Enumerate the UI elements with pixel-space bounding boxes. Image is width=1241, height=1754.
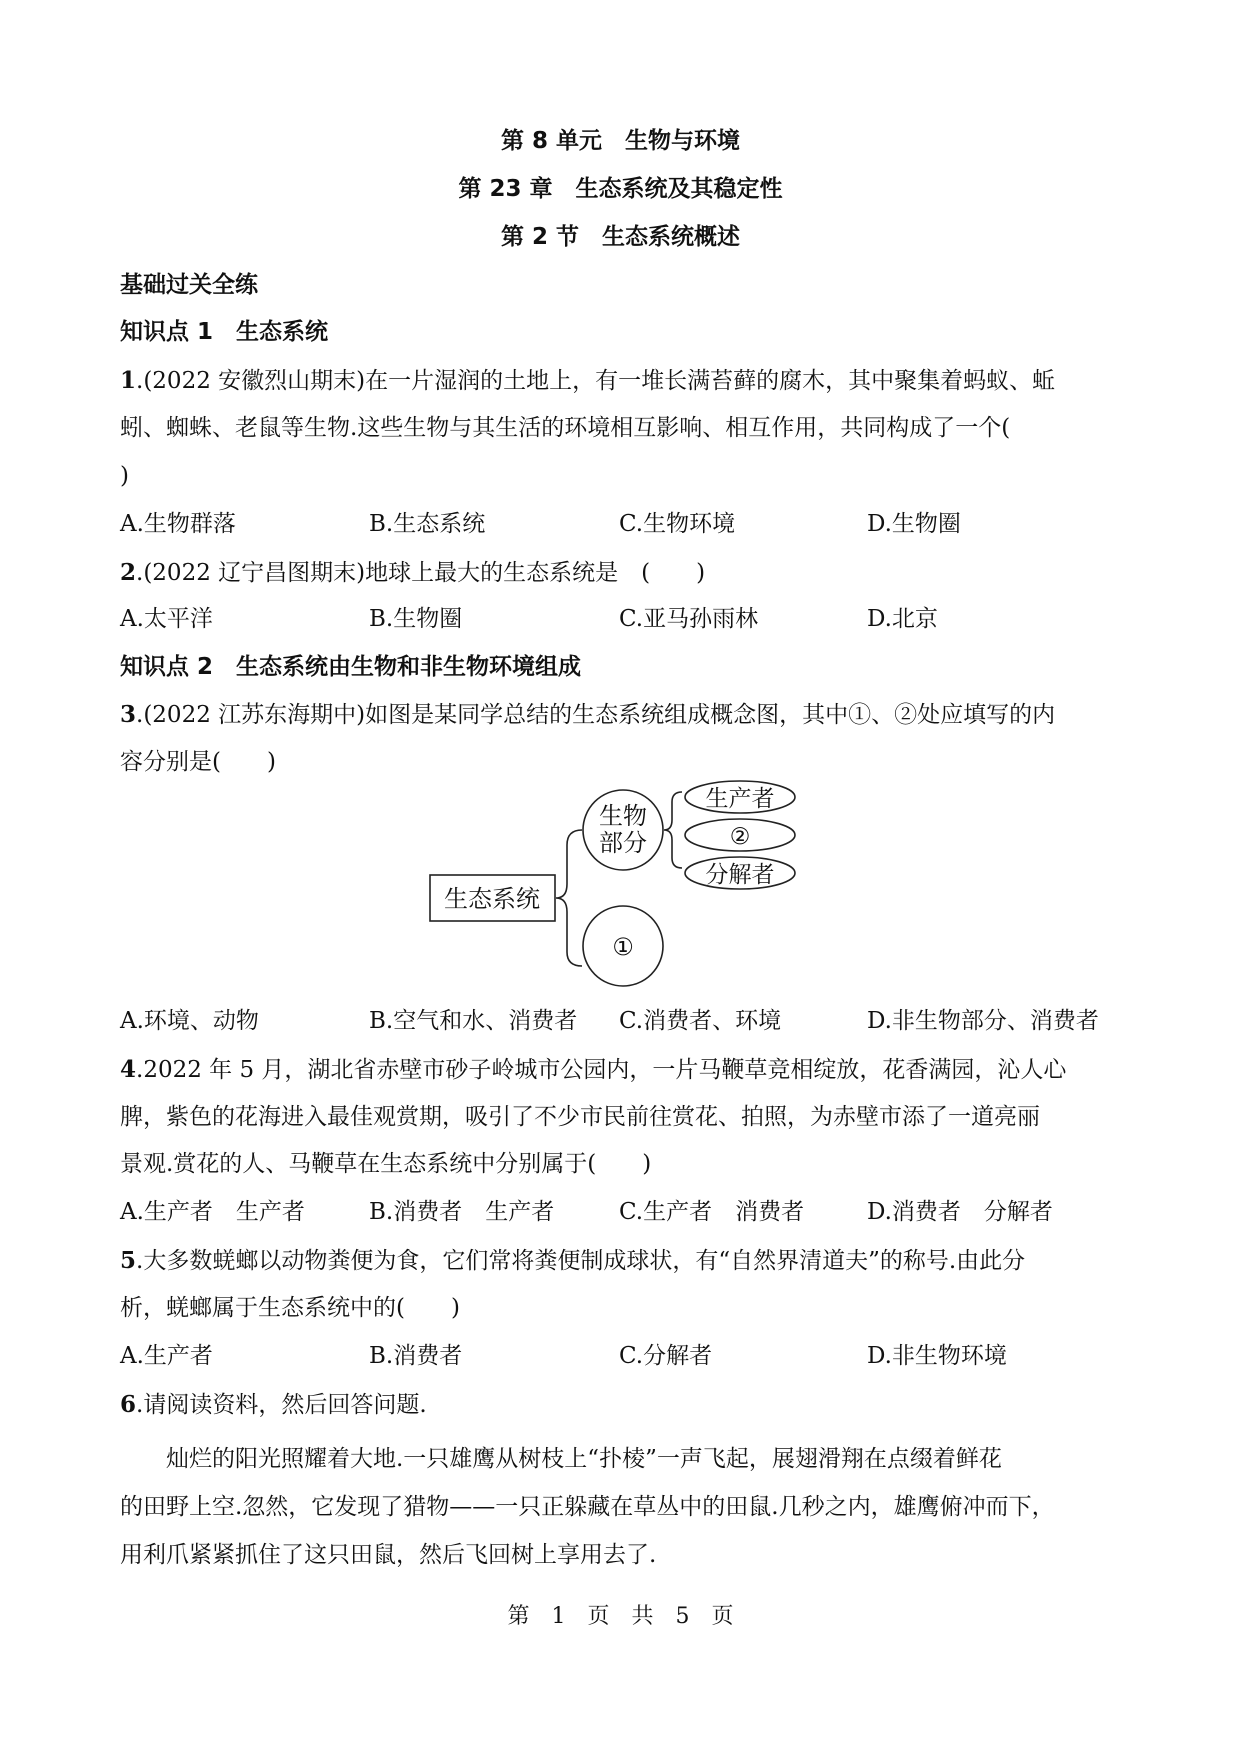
blank-1-label: ① — [612, 933, 634, 961]
question-text: .大多数蜣螂以动物粪便为食，它们常将粪便制成球状，有“自然界清道夫”的称号.由此分 — [136, 1248, 1026, 1274]
root-label: 生态系统 — [444, 885, 540, 913]
ecosystem-concept-diagram — [420, 780, 820, 990]
question-3-line-2: 容分别是( ) — [120, 749, 276, 775]
question-3-line-1 — [120, 703, 1055, 727]
question-4-line-2: 脾，紫色的花海进入最佳观赏期，吸引了不少市民前往赏花、拍照，为赤壁市添了一道亮丽 — [120, 1104, 1040, 1130]
question-text: .2022 年 5 月，湖北省赤壁市砂子岭城市公园内，一片马鞭草竞相绽放，花香满园，沁人心 — [136, 1057, 1067, 1083]
passage-line-2: 的田野上空.忽然，它发现了猎物——一只正躲藏在草丛中的田鼠.几秒之内，雄鹰俯冲而下， — [120, 1494, 1055, 1520]
q3-option-a: A.环境、动物 — [120, 1008, 259, 1034]
q2-option-c: C.亚马孙雨林 — [619, 606, 759, 632]
question-number: 2 — [120, 559, 137, 586]
q1-option-d: D.生物圈 — [867, 511, 961, 537]
q2-option-d: D.北京 — [867, 606, 938, 632]
producer-label: 生产者 — [705, 786, 775, 812]
passage-line-1: 灿烂的阳光照耀着大地.一只雄鹰从树枝上“扑棱”一声飞起，展翅滑翔在点缀着鲜花 — [166, 1446, 1002, 1472]
q3-option-b: B.空气和水、消费者 — [369, 1008, 578, 1034]
q2-option-a: A.太平洋 — [120, 606, 213, 632]
part-heading: 基础过关全练 — [120, 272, 258, 298]
section-title: 第 2 节 生态系统概述 — [500, 224, 741, 250]
decomposer-label: 分解者 — [705, 862, 775, 888]
blank-2-label: ② — [729, 824, 751, 850]
q5-option-b: B.消费者 — [369, 1343, 463, 1369]
question-number: 4 — [120, 1056, 137, 1083]
question-text: .(2022 辽宁昌图期末)地球上最大的生态系统是 ( ) — [136, 560, 706, 586]
q5-option-d: D.非生物环境 — [867, 1343, 1007, 1369]
question-number: 1 — [120, 367, 137, 394]
bio-part-label-2: 部分 — [599, 829, 647, 857]
q5-option-a: A.生产者 — [120, 1343, 213, 1369]
q3-option-d: D.非生物部分、消费者 — [867, 1008, 1099, 1034]
q4-option-c: C.生产者 消费者 — [619, 1199, 805, 1225]
question-text: .请阅读资料，然后回答问题. — [136, 1392, 427, 1418]
question-text: .(2022 安徽烈山期末)在一片湿润的土地上，有一堆长满苔藓的腐木，其中聚集着蚂蚁、蚯 — [136, 368, 1056, 394]
question-5-line-1 — [120, 1249, 1025, 1273]
q4-option-a: A.生产者 生产者 — [120, 1199, 305, 1225]
question-number: 6 — [120, 1391, 137, 1418]
root-brace — [556, 830, 582, 966]
page-footer: 第 1 页 共 5 页 — [507, 1604, 734, 1629]
question-1-line-3: ) — [120, 463, 129, 489]
q1-option-c: C.生物环境 — [619, 511, 736, 537]
q2-option-b: B.生物圈 — [369, 606, 463, 632]
knowledge-point-2: 知识点 2 生态系统由生物和非生物环境组成 — [120, 654, 582, 680]
question-text: .(2022 江苏东海期中)如图是某同学总结的生态系统组成概念图，其中①、②处应填写的内 — [136, 702, 1056, 728]
bio-part-label-1: 生物 — [599, 802, 647, 830]
q5-option-c: C.分解者 — [619, 1343, 713, 1369]
q1-option-a: A.生物群落 — [120, 511, 236, 537]
question-5-line-2: 析，蜣螂属于生态系统中的( ) — [120, 1295, 460, 1321]
unit-title: 第 8 单元 生物与环境 — [500, 128, 741, 154]
bio-brace — [664, 792, 682, 868]
question-2 — [120, 561, 705, 585]
passage-line-3: 用利爪紧紧抓住了这只田鼠，然后飞回树上享用去了. — [120, 1542, 657, 1568]
question-1-line-1 — [120, 369, 1055, 393]
q3-option-c: C.消费者、环境 — [619, 1008, 782, 1034]
chapter-title: 第 23 章 生态系统及其稳定性 — [458, 176, 783, 202]
q4-option-b: B.消费者 生产者 — [369, 1199, 555, 1225]
question-number: 3 — [120, 701, 137, 728]
question-4-line-3: 景观.赏花的人、马鞭草在生态系统中分别属于( ) — [120, 1151, 652, 1177]
question-6 — [120, 1393, 427, 1417]
question-number: 5 — [120, 1247, 137, 1274]
q4-option-d: D.消费者 分解者 — [867, 1199, 1053, 1225]
question-1-line-2: 蚓、蜘蛛、老鼠等生物.这些生物与其生活的环境相互影响、相互作用，共同构成了一个( — [120, 415, 1011, 441]
q1-option-b: B.生态系统 — [369, 511, 486, 537]
knowledge-point-1: 知识点 1 生态系统 — [120, 319, 329, 345]
question-4-line-1 — [120, 1058, 1066, 1082]
